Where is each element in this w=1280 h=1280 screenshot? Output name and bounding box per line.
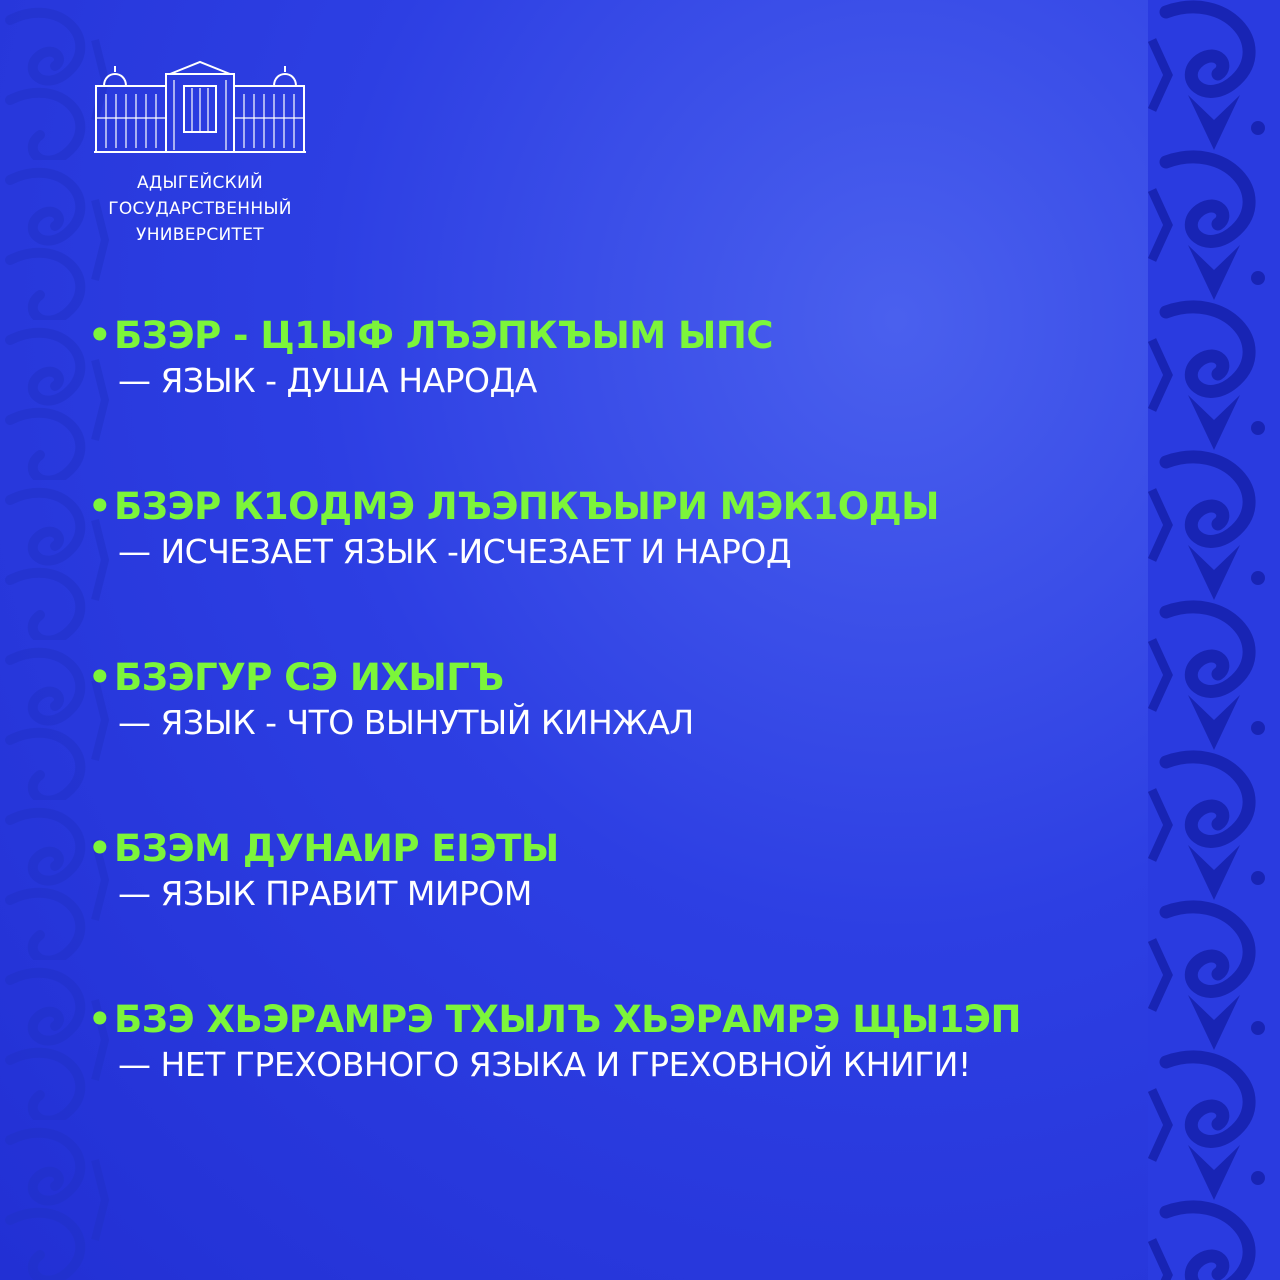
proverb-adyghe-text: БЗЭМ ДУНАИР ЕIЭТЫ — [114, 827, 559, 870]
proverb-item — [88, 313, 1148, 484]
proverb-adyghe-text: БЗЭР К1ОДМЭ ЛЪЭПКЪЫРИ МЭК1ОДЫ — [114, 485, 940, 528]
proverb-russian: — ЯЗЫК - ЧТО ВЫНУТЫЙ КИНЖАЛ — [118, 703, 694, 742]
university-name-line-1: АДЫГЕЙСКИЙ — [136, 173, 264, 193]
university-name — [86, 170, 314, 248]
proverb-adyghe — [88, 826, 1148, 872]
proverb-adyghe-text: БЗЭ ХЬЭРАМРЭ ТХЫЛЪ ХЬЭРАМРЭ ЩЫ1ЭП — [114, 998, 1021, 1041]
bullet-icon: • — [88, 998, 112, 1041]
proverb-adyghe — [88, 313, 1148, 359]
proverb-adyghe — [88, 997, 1148, 1043]
proverb-russian: — НЕТ ГРЕХОВНОГО ЯЗЫКА И ГРЕХОВНОЙ КНИГИ! — [118, 1045, 971, 1084]
proverb-russian: — ЯЗЫК ПРАВИТ МИРОМ — [118, 874, 532, 913]
university-building-icon — [90, 60, 310, 156]
bullet-icon: • — [88, 314, 112, 357]
proverb-adyghe-text: БЗЭГУР СЭ ИХЫГЪ — [114, 656, 504, 699]
proverb-adyghe — [88, 484, 1148, 530]
proverb-adyghe-text: БЗЭР - Ц1ЫФ ЛЪЭПКЪЫМ ЫПС — [114, 314, 773, 357]
bullet-icon: • — [88, 656, 112, 699]
proverb-item — [88, 484, 1148, 655]
proverb-russian: — ЯЗЫК - ДУША НАРОДА — [118, 361, 537, 400]
proverb-item — [88, 655, 1148, 826]
university-logo — [86, 60, 314, 248]
proverb-russian: — ИСЧЕЗАЕТ ЯЗЫК -ИСЧЕЗАЕТ И НАРОД — [118, 532, 792, 571]
bullet-icon: • — [88, 827, 112, 870]
ornament-pattern-right — [1148, 0, 1280, 1280]
proverb-item — [88, 997, 1148, 1168]
university-name-line-3: УНИВЕРСИТЕТ — [136, 225, 264, 245]
proverb-adyghe — [88, 655, 1148, 701]
proverb-list — [88, 313, 1148, 1168]
university-name-line-2: ГОСУДАРСТВЕННЫЙ — [108, 199, 292, 219]
bullet-icon: • — [88, 485, 112, 528]
proverb-item — [88, 826, 1148, 997]
